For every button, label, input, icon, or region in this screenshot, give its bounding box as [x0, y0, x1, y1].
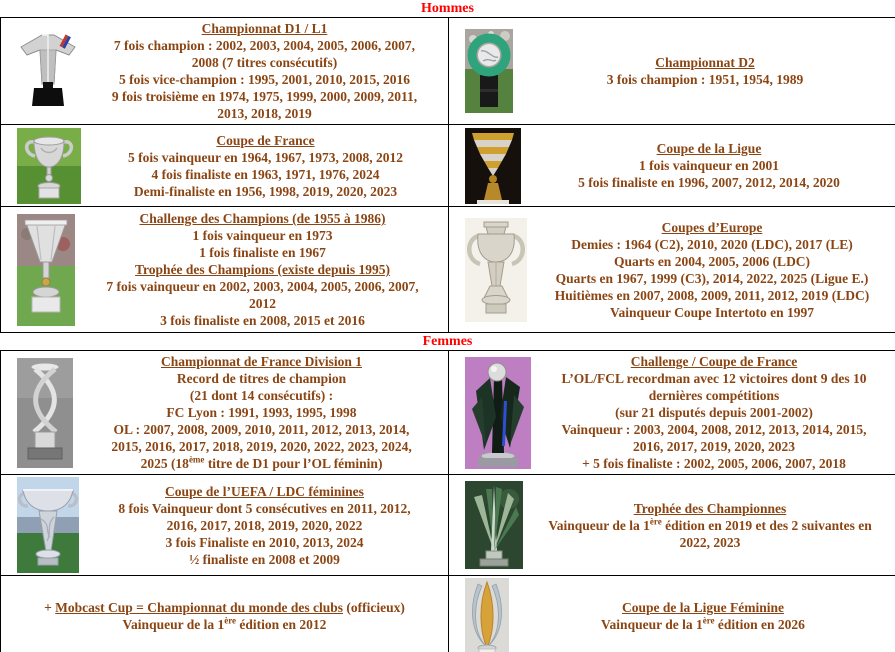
palmares-line: 1 fois vainqueur en 1973	[192, 228, 333, 243]
coupe-de-la-ligue-trophy-icon	[465, 128, 521, 204]
palmares-line: 3 fois Finaliste en 2010, 2013, 2024	[165, 534, 364, 550]
palmares-line: ½ finaliste en 2008 et 2009	[189, 551, 340, 567]
competition-title: Challenge des Champions (de 1955 à 1986)	[139, 211, 386, 226]
palmares-line: 2025 (18ème titre de D1 pour l’OL féminin)	[140, 454, 383, 471]
cell-trophee-des-championnes	[449, 475, 895, 576]
coupe-de-la-ligue-feminine-trophy-icon	[465, 578, 509, 652]
cell-coupes-d-europe	[449, 207, 895, 333]
cell-text	[521, 54, 889, 88]
cell-coupe-de-la-ligue-feminine	[449, 576, 895, 652]
ordinal-superscript: ème	[188, 454, 205, 465]
palmares-line: 2012	[249, 296, 276, 311]
champions-league-trophy-icon	[465, 218, 527, 322]
palmares-line: Quarts en 1967, 1999 (C3), 2014, 2022, 2025 (Ligue E.)	[555, 270, 869, 286]
coupe-de-france-trophy-icon	[17, 128, 81, 204]
competition-title: Trophée des Champions (existe depuis 1995)	[135, 262, 390, 277]
palmares-line: 9 fois troisième en 1974, 1975, 1999, 2000, 2009, 2011,	[111, 89, 418, 104]
palmares-line: 5 fois finaliste en 1996, 2007, 2012, 2014, 2020	[578, 175, 840, 190]
competition-title: Coupe de la Ligue Féminine	[621, 600, 784, 615]
competition-title: Coupe de la Ligue	[656, 141, 762, 156]
palmares-line: Vainqueur de la 1ère édition en 2012	[122, 615, 327, 632]
cell-text	[83, 210, 442, 329]
competition-title: Coupes d’Europe	[661, 219, 763, 235]
mobcast-title: Mobcast Cup = Championnat du monde des clubs	[55, 600, 344, 615]
cell-mobcast-cup	[1, 576, 449, 652]
competition-title: Challenge / Coupe de France	[630, 354, 798, 369]
ordinal-superscript: ère	[224, 615, 237, 626]
cell-text	[529, 140, 889, 191]
cell-coupe-de-france-feminine	[449, 351, 895, 475]
coupe-de-france-feminine-trophy-icon	[465, 357, 531, 469]
cell-text	[535, 219, 889, 321]
palmares-line: 5 fois vice-champion : 1995, 2001, 2010, 2015, 2016	[119, 72, 410, 87]
d1-feminine-trophy-icon	[17, 358, 73, 468]
palmares-line: + 5 fois finaliste : 2002, 2005, 2006, 2007, 2018	[582, 456, 846, 471]
trophee-des-championnes-trophy-icon	[465, 481, 523, 569]
competition-title: Coupe de France	[216, 132, 315, 148]
ordinal-superscript: ère	[702, 615, 715, 626]
palmares-line: 2015, 2016, 2017, 2018, 2019, 2020, 2022, 2023, 2024,	[111, 439, 412, 454]
palmares-line: 7 fois vainqueur en 2002, 2003, 2004, 2005, 2006, 2007,	[106, 279, 419, 294]
cell-text	[7, 599, 442, 633]
cell-text	[531, 500, 889, 551]
competition-title: Championnat D1 / L1	[201, 21, 328, 36]
femmes-table	[0, 350, 895, 652]
ligue2-trophy-icon	[465, 29, 513, 113]
cell-coupe-de-la-ligue	[449, 125, 895, 207]
cell-text	[539, 353, 889, 472]
ligue1-hexagoal-trophy-icon	[17, 26, 79, 116]
palmares-line: Demies : 1964 (C2), 2010, 2020 (LDC), 2017 (LE)	[571, 236, 853, 252]
palmares-line: dernières compétitions	[648, 388, 780, 403]
cell-text	[81, 353, 442, 472]
palmares-line: 1 fois vainqueur en 2001	[638, 158, 780, 173]
cell-challenge-trophee-des-champions	[1, 207, 449, 333]
palmares-line: Vainqueur : 2003, 2004, 2008, 2012, 2013, 2014, 2015,	[561, 422, 867, 437]
cell-coupe-de-france	[1, 125, 449, 207]
palmares-line: 7 fois champion : 2002, 2003, 2004, 2005, 2006, 2007,	[113, 38, 416, 53]
palmares-line: 4 fois finaliste en 1963, 1971, 1976, 2024	[151, 166, 380, 182]
palmares-line: 5 fois vainqueur en 1964, 1967, 1973, 2008, 2012	[127, 149, 404, 165]
palmares-line: (21 dont 14 consécutifs) :	[189, 388, 334, 403]
palmares-line: L’OL/FCL recordman avec 12 victoires dont 9 des 10	[561, 371, 867, 386]
palmares-line: 2016, 2017, 2019, 2020, 2023	[633, 439, 795, 454]
palmares-line: Vainqueur Coupe Intertoto en 1997	[609, 304, 815, 320]
palmares-line: 2016, 2017, 2018, 2019, 2020, 2022	[166, 517, 363, 533]
palmares-line: Demi-finaliste en 1956, 1998, 2019, 2020, 2023	[133, 183, 398, 199]
competition-title: Coupe de l’UEFA / LDC féminines	[165, 483, 364, 499]
competition-title: Trophée des Championnes	[633, 500, 787, 516]
cell-championnat-d2	[449, 18, 895, 125]
hommes-section-header: Hommes	[421, 1, 474, 16]
cell-text	[87, 483, 442, 568]
palmares-line: Vainqueur de la 1ère édition en 2026	[601, 615, 805, 632]
cell-text	[89, 132, 442, 200]
femmes-section-header: Femmes	[422, 334, 473, 349]
palmares-line: 1 fois finaliste en 1967	[199, 245, 326, 260]
palmares-line: 2008 (7 titres consécutifs)	[191, 55, 338, 70]
competition-title: Championnat D2	[655, 55, 755, 70]
palmares-line: Record de titres de champion	[176, 371, 347, 386]
palmares-line: + Mobcast Cup = Championnat du monde des clubs (officieux)	[44, 600, 405, 615]
cell-text	[87, 20, 442, 122]
palmares-line: (sur 21 disputés depuis 2001-2002)	[615, 405, 813, 420]
palmares-line: Huitièmes en 2007, 2008, 2009, 2011, 2012, 2019 (LDC)	[554, 287, 870, 303]
cell-championnat-d1-feminine	[1, 351, 449, 475]
competition-title: Championnat de France Division 1	[160, 354, 363, 369]
hommes-table	[0, 17, 895, 333]
cell-championnat-d1	[1, 18, 449, 125]
palmares-line: FC Lyon : 1991, 1993, 1995, 1998	[166, 405, 357, 420]
uwcl-trophy-icon	[17, 477, 79, 573]
palmares-line: 2022, 2023	[679, 534, 741, 550]
palmares-line: 3 fois finaliste en 2008, 2015 et 2016	[160, 313, 365, 328]
palmares-line: Vainqueur de la 1ère édition en 2019 et des 2 suivantes en	[548, 516, 872, 533]
cell-ldc-feminines	[1, 475, 449, 576]
cell-text	[517, 599, 889, 633]
palmares-line: 8 fois Vainqueur dont 5 consécutives en 2011, 2012,	[118, 500, 411, 516]
ordinal-superscript: ère	[649, 516, 662, 526]
palmares-line: 2013, 2018, 2019	[217, 106, 312, 121]
trophee-des-champions-trophy-icon	[17, 214, 75, 326]
palmares-line: Quarts en 2004, 2005, 2006 (LDC)	[613, 253, 811, 269]
palmares-line: OL : 2007, 2008, 2009, 2010, 2011, 2012, 2013, 2014,	[113, 422, 410, 437]
palmares-line: 3 fois champion : 1951, 1954, 1989	[606, 72, 804, 87]
